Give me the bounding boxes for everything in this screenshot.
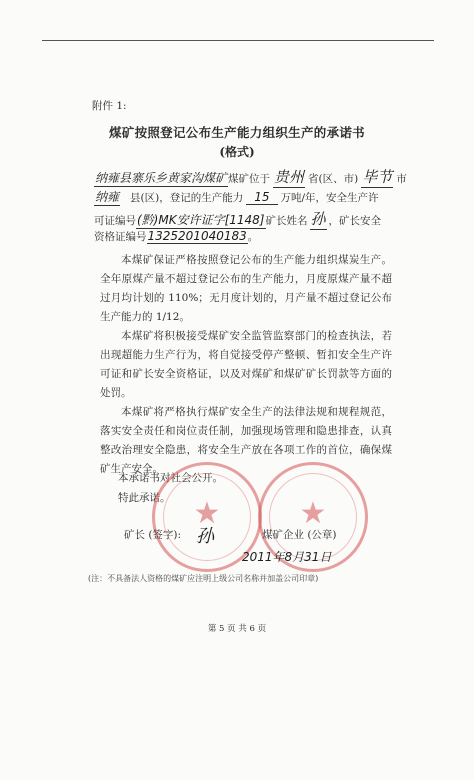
village-seal-stamp: ★ [152, 462, 262, 572]
qual-suffix: 。 [247, 231, 259, 243]
capacity-value: 15 [246, 190, 277, 205]
fill-line-2 [94, 188, 379, 206]
county-label: 县(区)，登记的生产能力 [130, 192, 244, 204]
footnote: (注：不具备法人资格的煤矿应注明上级公司名称并加盖公司印章) [88, 574, 319, 583]
company-seal-stamp: ★ [258, 462, 368, 572]
province-value: 贵州 [274, 168, 305, 186]
document-subtitle: (格式) [219, 145, 255, 159]
qual-value: 1325201040183 [147, 229, 247, 243]
paragraph-inspection: 本煤矿将积极接受煤矿安全监管监察部门的检查执法，若出现超能力生产行为，将自觉接受停产整顿、暂扣安全生产许可证和矿长安全资格证，以及对煤矿和煤矿矿长罚款等方面的处罚。 [100, 330, 392, 399]
capacity-label: 万吨/年，安全生产许 [280, 192, 379, 204]
city-value: 毕节 [362, 168, 393, 186]
public-statement: 本承诺书对社会公开。 [118, 472, 223, 484]
paragraph-safety: 本煤矿将严格执行煤矿安全生产的法律法规和规程规范，落实安全责任和岗位责任制，加强现场管理和隐患排查，认真整改治理安全隐患，将安全生产放在各项工作的首位，确保煤矿生产安全。 [100, 406, 392, 475]
paragraph-capacity: 本煤矿保证严格按照登记公布的生产能力组织煤炭生产。全年原煤产量不超过登记公布的生产能力，月度原煤产量不超过月均计划的 110%；无月度计划的，月产量不超过登记公布生产能力的 1/12。 [100, 254, 392, 323]
city-label: 市 [396, 173, 407, 185]
license-prefix: 可证编号 [94, 215, 136, 227]
page-number: 第 5 页 共 6 页 [207, 624, 267, 634]
fill-line-3 [94, 208, 381, 230]
province-label: 省(区、市) [308, 173, 359, 185]
manager-suffix: ，矿长安全 [328, 215, 382, 227]
document-title: 煤矿按照登记公布生产能力组织生产的承诺书 [108, 125, 365, 140]
special-statement: 特此承诺。 [118, 492, 171, 504]
manager-value: 孙 [310, 210, 326, 228]
manager-label: 矿长姓名 [265, 215, 308, 227]
manager-sign-label: 矿长 (签字): [124, 529, 182, 541]
county-value: 纳雍 [95, 190, 120, 204]
license-value: (黔)MK安许证字[1148] [137, 213, 265, 227]
manager-signature: 孙 [196, 526, 214, 547]
mine-suffix: 煤矿位于 [228, 173, 271, 185]
qual-prefix: 资格证编号 [94, 231, 147, 243]
mine-name-value: 纳雍县寨乐乡黄家沟煤矿 [95, 171, 228, 185]
header-rule [42, 40, 434, 41]
fill-line-4 [94, 229, 258, 244]
company-seal-label: 煤矿企业 (公章) [262, 529, 337, 541]
signature-date: 2011年8月31日 [242, 550, 332, 564]
fill-line-1 [94, 166, 407, 188]
appendix-label: 附件 1: [92, 100, 127, 112]
